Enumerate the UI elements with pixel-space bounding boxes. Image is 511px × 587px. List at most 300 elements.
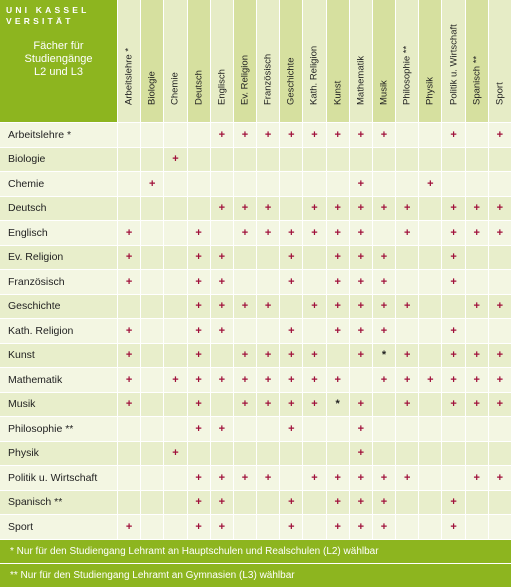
table-cell: [441, 441, 464, 466]
table-cell: +: [117, 269, 140, 294]
table-cell: +: [441, 220, 464, 245]
column-header-label: Arbeitslehre *: [123, 47, 135, 105]
table-cell: +: [233, 196, 256, 221]
table-cell: +: [349, 122, 372, 147]
column-header: [163, 0, 186, 122]
table-row: [0, 245, 511, 270]
table-cell: [256, 269, 279, 294]
table-row: [0, 465, 511, 490]
table-row: [0, 318, 511, 343]
row-label: Chemie: [0, 171, 117, 196]
table-cell: [140, 490, 163, 515]
table-cell: +: [187, 465, 210, 490]
table-cell: +: [210, 416, 233, 441]
table-cell: +: [349, 465, 372, 490]
table-cell: +: [326, 318, 349, 343]
table-cell: +: [140, 171, 163, 196]
column-header: [441, 0, 464, 122]
table-cell: +: [233, 294, 256, 319]
table-cell: [279, 171, 302, 196]
table-cell: +: [441, 343, 464, 368]
table-cell: +: [372, 318, 395, 343]
table-cell: [395, 441, 418, 466]
table-cell: +: [372, 514, 395, 539]
table-cell: [256, 147, 279, 172]
column-header: [488, 0, 511, 122]
table-cell: [418, 220, 441, 245]
table-cell: +: [233, 220, 256, 245]
table-cell: [163, 294, 186, 319]
table-cell: [140, 220, 163, 245]
table-cell: [163, 220, 186, 245]
column-header-label: Mathematik: [355, 55, 367, 105]
table-cell: [117, 416, 140, 441]
table-cell: +: [441, 367, 464, 392]
table-cell: +: [233, 392, 256, 417]
table-cell: +: [349, 490, 372, 515]
table-cell: [465, 245, 488, 270]
table-cell: [256, 416, 279, 441]
column-header-label: Deutsch: [193, 70, 205, 105]
table-cell: +: [187, 245, 210, 270]
table-cell: [279, 441, 302, 466]
table-cell: +: [326, 196, 349, 221]
row-label: Philosophie **: [0, 416, 117, 441]
row-label: Sport: [0, 514, 117, 539]
column-header: [349, 0, 372, 122]
footnote: * Nur für den Studiengang Lehramt an Hauptschulen und Realschulen (L2) wählbar: [0, 539, 511, 563]
row-label: Physik: [0, 441, 117, 466]
table-cell: [465, 269, 488, 294]
column-header: [210, 0, 233, 122]
table-cell: [233, 490, 256, 515]
table-cell: +: [233, 343, 256, 368]
table-cell: [140, 196, 163, 221]
table-cell: +: [117, 343, 140, 368]
table-cell: [302, 318, 325, 343]
table-cell: [418, 441, 441, 466]
table-cell: [418, 269, 441, 294]
table-cell: +: [117, 220, 140, 245]
table-cell: [117, 147, 140, 172]
table-cell: [140, 294, 163, 319]
table-cell: +: [488, 343, 511, 368]
column-header-label: Geschichte: [285, 57, 297, 105]
table-cell: [140, 122, 163, 147]
table-cell: +: [302, 343, 325, 368]
table-cell: +: [326, 245, 349, 270]
table-cell: [418, 416, 441, 441]
table-cell: +: [372, 245, 395, 270]
table-cell: [441, 294, 464, 319]
column-header-label: Physik: [424, 77, 436, 105]
column-header: [395, 0, 418, 122]
table-cell: +: [326, 490, 349, 515]
table-cell: [326, 343, 349, 368]
table-cell: [465, 490, 488, 515]
table-cell: [418, 343, 441, 368]
table-cell: [233, 147, 256, 172]
row-label: Englisch: [0, 220, 117, 245]
table-cell: [372, 441, 395, 466]
table-cell: [418, 465, 441, 490]
table-cell: +: [256, 367, 279, 392]
table-cell: +: [418, 367, 441, 392]
table-cell: [233, 245, 256, 270]
table-cell: [302, 245, 325, 270]
header-branding: [0, 0, 117, 122]
table-cell: [140, 465, 163, 490]
table-cell: [256, 514, 279, 539]
table-cell: +: [488, 392, 511, 417]
table-cell: [418, 245, 441, 270]
table-cell: [418, 196, 441, 221]
table-cell: [465, 514, 488, 539]
column-header: [302, 0, 325, 122]
table-cell: +: [465, 294, 488, 319]
table-cell: [302, 441, 325, 466]
table-cell: [140, 318, 163, 343]
table-cell: [210, 147, 233, 172]
table-cell: [163, 490, 186, 515]
table-cell: +: [395, 294, 418, 319]
table-cell: [233, 514, 256, 539]
table-cell: [163, 318, 186, 343]
table-cell: +: [326, 465, 349, 490]
table-cell: +: [372, 122, 395, 147]
table-cell: +: [187, 392, 210, 417]
table-cell: +: [488, 367, 511, 392]
table-cell: +: [279, 343, 302, 368]
table-cell: +: [465, 196, 488, 221]
table-cell: [256, 171, 279, 196]
table-cell: [488, 269, 511, 294]
table-cell: +: [233, 122, 256, 147]
table-cell: +: [465, 220, 488, 245]
row-label: Politik u. Wirtschaft: [0, 465, 117, 490]
table-row: [0, 367, 511, 392]
table-cell: [117, 465, 140, 490]
table-cell: +: [210, 245, 233, 270]
table-cell: +: [117, 392, 140, 417]
table-cell: +: [210, 269, 233, 294]
table-cell: +: [349, 220, 372, 245]
table-cell: [395, 490, 418, 515]
table-row: [0, 441, 511, 466]
table-cell: +: [465, 392, 488, 417]
table-cell: +: [326, 220, 349, 245]
table-title: Fächer für Studiengänge L2 und L3: [24, 40, 93, 78]
table-cell: +: [349, 514, 372, 539]
table-cell: [210, 220, 233, 245]
table-cell: [117, 171, 140, 196]
table-cell: [326, 416, 349, 441]
column-header-label: Biologie: [146, 71, 158, 105]
table-cell: +: [302, 367, 325, 392]
table-cell: [163, 122, 186, 147]
table-cell: [163, 171, 186, 196]
table-cell: [256, 441, 279, 466]
table-cell: +: [302, 294, 325, 319]
table-cell: +: [279, 318, 302, 343]
column-header-label: Philosophie **: [401, 45, 413, 105]
table-cell: +: [465, 343, 488, 368]
table-cell: [233, 269, 256, 294]
table-cell: +: [210, 196, 233, 221]
table-cell: +: [117, 245, 140, 270]
table-cell: +: [465, 367, 488, 392]
table-cell: +: [395, 392, 418, 417]
table-cell: +: [302, 122, 325, 147]
table-cell: *: [372, 343, 395, 368]
table-cell: [465, 122, 488, 147]
table-cell: +: [210, 122, 233, 147]
table-cell: [441, 416, 464, 441]
table-row: [0, 514, 511, 539]
row-label: Kunst: [0, 343, 117, 368]
table-cell: +: [488, 220, 511, 245]
table-cell: +: [302, 465, 325, 490]
table-cell: +: [279, 490, 302, 515]
table-cell: [140, 392, 163, 417]
table-cell: [418, 318, 441, 343]
table-cell: [233, 416, 256, 441]
table-cell: +: [372, 294, 395, 319]
table-cell: +: [163, 441, 186, 466]
row-label: Deutsch: [0, 196, 117, 221]
column-header-label: Sport: [494, 82, 506, 105]
column-header-label: Musik: [378, 80, 390, 105]
table-cell: [163, 196, 186, 221]
table-cell: +: [441, 514, 464, 539]
table-cell: [488, 416, 511, 441]
table-cell: +: [187, 514, 210, 539]
row-label: Mathematik: [0, 367, 117, 392]
row-label: Ev. Religion: [0, 245, 117, 270]
table-cell: [233, 171, 256, 196]
table-cell: [418, 147, 441, 172]
table-cell: +: [256, 196, 279, 221]
column-header: [372, 0, 395, 122]
table-cell: +: [372, 269, 395, 294]
table-cell: [187, 171, 210, 196]
table-cell: +: [163, 147, 186, 172]
table-cell: [187, 441, 210, 466]
table-cell: [279, 294, 302, 319]
table-cell: +: [349, 392, 372, 417]
table-cell: [372, 147, 395, 172]
table-cell: [279, 465, 302, 490]
table-cell: [395, 269, 418, 294]
table-cell: [488, 318, 511, 343]
table-cell: [465, 441, 488, 466]
table-cell: +: [279, 122, 302, 147]
table-cell: [140, 441, 163, 466]
table-cell: +: [117, 514, 140, 539]
table-cell: [233, 318, 256, 343]
table-cell: +: [302, 220, 325, 245]
column-header-label: Englisch: [216, 69, 228, 105]
table-cell: [441, 465, 464, 490]
table-row: [0, 416, 511, 441]
table-cell: [117, 122, 140, 147]
table-cell: +: [210, 465, 233, 490]
table-cell: +: [441, 269, 464, 294]
table-cell: [488, 514, 511, 539]
table-cell: +: [372, 196, 395, 221]
table-cell: [163, 514, 186, 539]
table-cell: +: [187, 416, 210, 441]
table-cell: +: [488, 294, 511, 319]
table-cell: +: [279, 392, 302, 417]
table-cell: +: [326, 269, 349, 294]
table-cell: +: [187, 269, 210, 294]
table-cell: +: [349, 343, 372, 368]
table-cell: +: [210, 294, 233, 319]
table-cell: [117, 294, 140, 319]
table-cell: [210, 171, 233, 196]
table-cell: [140, 343, 163, 368]
table-row: [0, 122, 511, 147]
table-cell: +: [210, 367, 233, 392]
table-cell: +: [163, 367, 186, 392]
table-row: [0, 392, 511, 417]
table-cell: [140, 245, 163, 270]
column-header: [279, 0, 302, 122]
row-label: Geschichte: [0, 294, 117, 319]
column-header-label: Kath. Religion: [308, 45, 320, 105]
table-cell: [372, 220, 395, 245]
table-cell: +: [488, 122, 511, 147]
row-label: Arbeitslehre *: [0, 122, 117, 147]
table-cell: [210, 441, 233, 466]
table-row: [0, 220, 511, 245]
table-cell: [302, 490, 325, 515]
table-cell: [395, 416, 418, 441]
table-cell: [140, 147, 163, 172]
table-cell: [395, 122, 418, 147]
column-header-label: Französisch: [262, 53, 274, 105]
table-cell: +: [256, 465, 279, 490]
table-cell: +: [302, 196, 325, 221]
table-cell: +: [441, 392, 464, 417]
table-cell: [418, 294, 441, 319]
table-cell: [140, 367, 163, 392]
table-cell: +: [326, 367, 349, 392]
table-cell: [372, 416, 395, 441]
table-cell: [372, 392, 395, 417]
table-cell: +: [256, 392, 279, 417]
table-cell: [441, 147, 464, 172]
table-cell: [302, 269, 325, 294]
table-cell: [465, 147, 488, 172]
table-cell: +: [210, 318, 233, 343]
row-label: Kath. Religion: [0, 318, 117, 343]
column-header: [465, 0, 488, 122]
table-cell: [279, 196, 302, 221]
table-cell: +: [187, 490, 210, 515]
table-cell: [163, 245, 186, 270]
table-cell: +: [187, 294, 210, 319]
table-row: [0, 196, 511, 221]
column-header: [418, 0, 441, 122]
table-cell: [140, 269, 163, 294]
table-cell: +: [256, 294, 279, 319]
table-cell: [349, 147, 372, 172]
table-cell: +: [441, 122, 464, 147]
table-cell: [465, 416, 488, 441]
table-cell: [279, 147, 302, 172]
table-cell: [163, 465, 186, 490]
table-cell: +: [302, 392, 325, 417]
table-cell: +: [441, 318, 464, 343]
table-cell: [302, 147, 325, 172]
table-cell: [326, 171, 349, 196]
table-cell: [418, 392, 441, 417]
table-cell: [163, 392, 186, 417]
table-cell: [233, 441, 256, 466]
table-cell: [465, 171, 488, 196]
table-cell: +: [233, 465, 256, 490]
table-cell: [395, 318, 418, 343]
table-cell: [210, 392, 233, 417]
table-cell: +: [256, 122, 279, 147]
column-header-label: Politik u. Wirtschaft: [448, 24, 460, 105]
table-row: [0, 171, 511, 196]
table-cell: +: [187, 318, 210, 343]
table-cell: [395, 514, 418, 539]
table-cell: +: [349, 245, 372, 270]
table-cell: [187, 196, 210, 221]
table-cell: +: [441, 245, 464, 270]
column-header-label: Ev. Religion: [239, 55, 251, 105]
table-cell: [418, 122, 441, 147]
table-cell: +: [349, 269, 372, 294]
table-cell: +: [210, 490, 233, 515]
table-cell: [418, 490, 441, 515]
row-label: Musik: [0, 392, 117, 417]
table-cell: +: [465, 465, 488, 490]
table-cell: [117, 441, 140, 466]
table-cell: [465, 318, 488, 343]
table-cell: [210, 343, 233, 368]
table-cell: +: [395, 196, 418, 221]
table-cell: +: [326, 514, 349, 539]
table-cell: +: [256, 220, 279, 245]
row-label: Französisch: [0, 269, 117, 294]
row-label: Biologie: [0, 147, 117, 172]
table-cell: +: [372, 465, 395, 490]
table-cell: [395, 245, 418, 270]
table-row: [0, 343, 511, 368]
table-cell: +: [441, 490, 464, 515]
table-cell: +: [279, 220, 302, 245]
table-cell: +: [441, 196, 464, 221]
table-cell: [488, 441, 511, 466]
table-cell: [441, 171, 464, 196]
table-cell: +: [117, 318, 140, 343]
table-cell: [256, 245, 279, 270]
table-cell: +: [372, 490, 395, 515]
column-header: [256, 0, 279, 122]
table-cell: +: [349, 196, 372, 221]
column-header: [233, 0, 256, 122]
table-cell: +: [233, 367, 256, 392]
table-cell: +: [279, 269, 302, 294]
table-cell: +: [349, 416, 372, 441]
table-cell: [256, 318, 279, 343]
table-row: [0, 147, 511, 172]
